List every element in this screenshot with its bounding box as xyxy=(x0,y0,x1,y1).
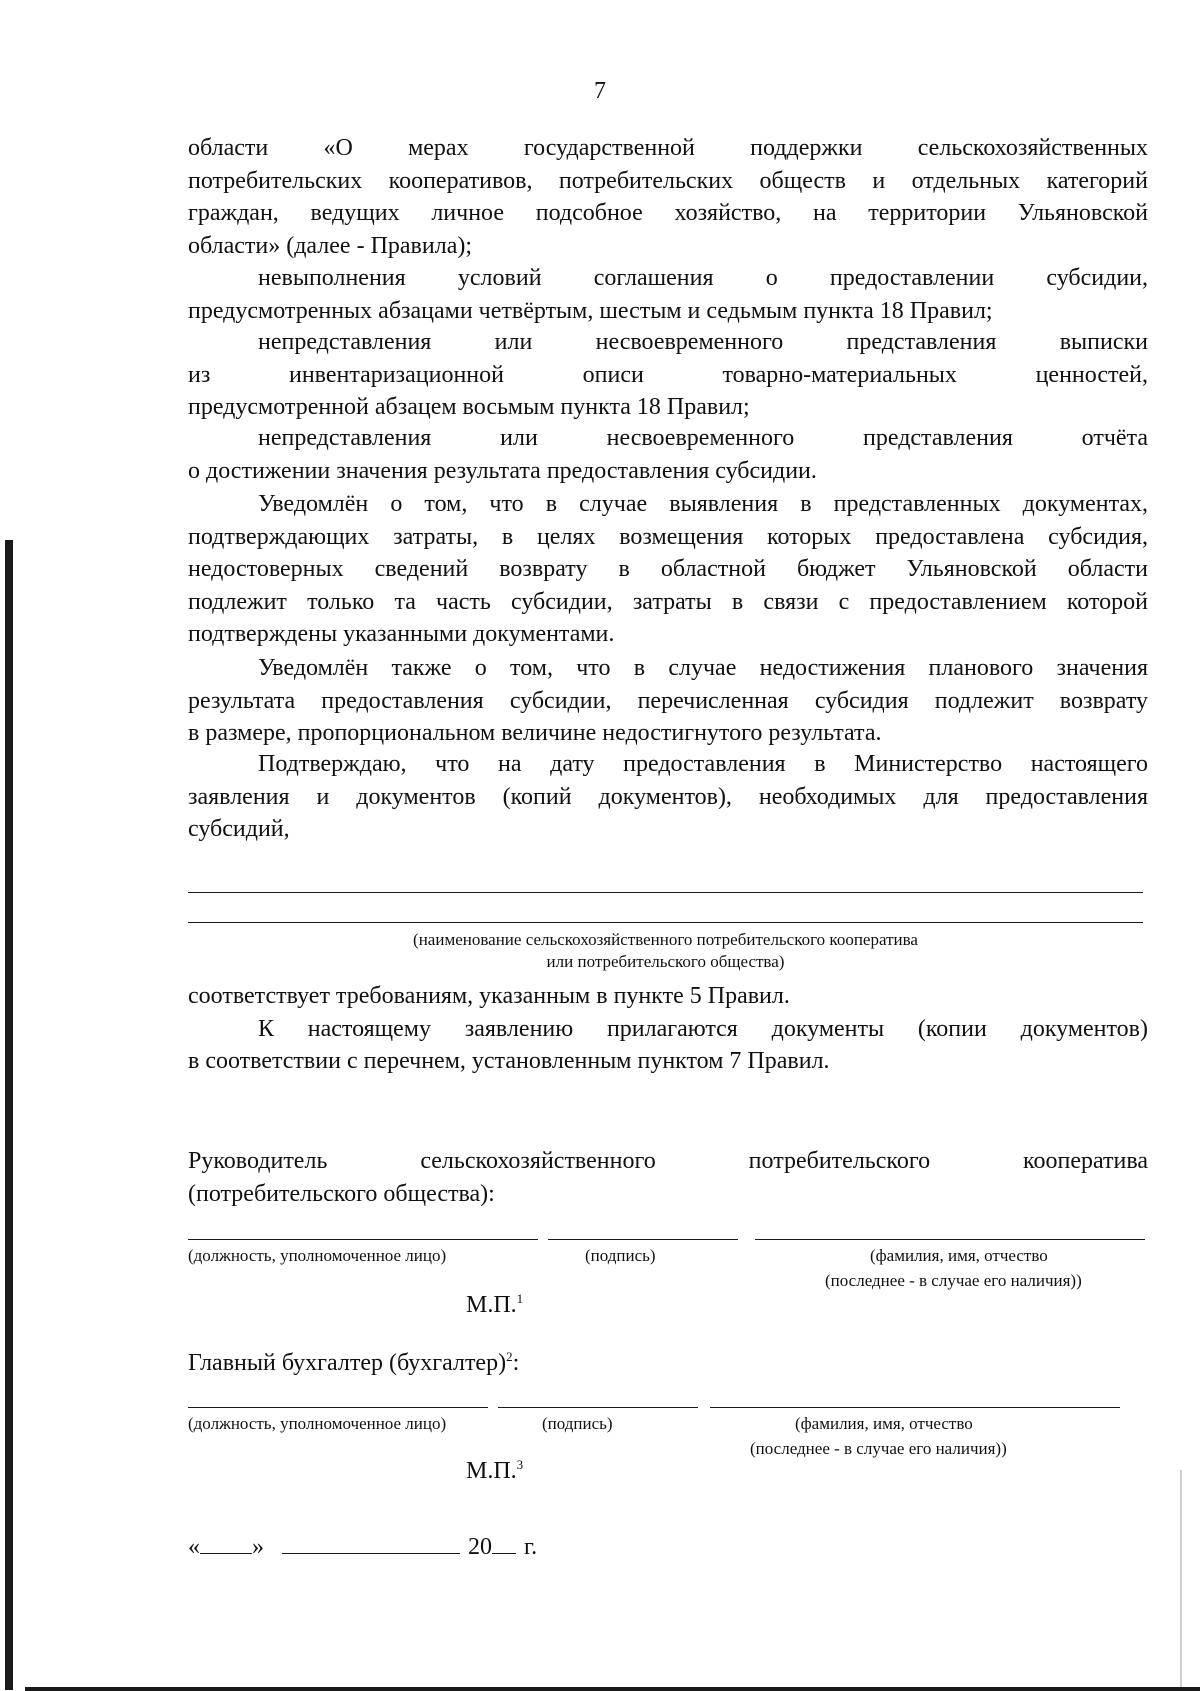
text-line: К настоящему заявлению прилагаются документы (копии документов) xyxy=(258,1015,1148,1042)
scan-bottom-bar xyxy=(25,1687,1200,1691)
org-name-fill-line-1[interactable] xyxy=(188,892,1143,893)
text-line: подтверждающих затраты, в целях возмещения которых предоставлена субсидия, xyxy=(188,523,1148,550)
org-name-caption xyxy=(188,929,1143,973)
text-line: невыполнения условий соглашения о предоставлении субсидии, xyxy=(258,265,1148,291)
text-line: области «О мерах государственной поддержки сельскохозяйственных xyxy=(188,135,1148,161)
accountant-position-caption: (должность, уполномоченное лицо) xyxy=(188,1414,447,1433)
head-stamp-place xyxy=(466,1292,523,1319)
text-line: Подтверждаю, что на дату предоставления в Министерство настоящего xyxy=(258,751,1148,777)
accountant-heading xyxy=(188,1350,519,1377)
text-line: недостоверных сведений возврату в областной бюджет Ульяновской области xyxy=(188,556,1148,582)
paragraph-rules-reference xyxy=(188,132,1148,262)
accountant-colon: : xyxy=(512,1350,520,1376)
text-line: непредставления или несвоевременного представления отчёта xyxy=(258,425,1148,451)
text-line: соответствует требованиям, указанным в пункте 5 Правил. xyxy=(188,983,790,1009)
text-line: Уведомлён также о том, что в случае недостижения планового значения xyxy=(258,655,1148,681)
text-line: о достижении значения результата предоставления субсидии. xyxy=(188,457,817,484)
accountant-name-caption-line2: (последнее - в случае его наличия)) xyxy=(750,1439,1007,1458)
date-open-quote: « xyxy=(188,1534,200,1560)
accountant-name-field[interactable] xyxy=(710,1407,1120,1408)
paragraph-inventory-extract xyxy=(188,326,1148,424)
head-position-field[interactable] xyxy=(188,1239,538,1240)
head-name-caption-line1: (фамилия, имя, отчество xyxy=(870,1246,1048,1265)
head-position-caption: (должность, уполномоченное лицо) xyxy=(188,1246,447,1265)
paragraph-notified-shortfall xyxy=(188,652,1148,750)
text-line: Руководитель сельскохозяйственного потребительского кооператива xyxy=(188,1148,1148,1174)
text-line: области» (далее - Правила); xyxy=(188,232,473,259)
text-line: Уведомлён о том, что в случае выявления в представленных документах, xyxy=(258,491,1148,517)
text-line: граждан, ведущих личное подсобное хозяйство, на территории Ульяновской xyxy=(188,200,1148,226)
head-signature-caption: (подпись) xyxy=(585,1246,656,1265)
date-month-field[interactable] xyxy=(282,1531,460,1554)
text-line: субсидий, xyxy=(188,816,290,842)
date-day-field[interactable] xyxy=(200,1531,252,1554)
paragraph-agreement-failure xyxy=(188,262,1148,327)
text-line: результата предоставления субсидии, перечисленная субсидия подлежит возврату xyxy=(188,687,1148,714)
date-line xyxy=(188,1531,537,1561)
page-number: 7 xyxy=(594,78,606,104)
accountant-name-caption-line1: (фамилия, имя, отчество xyxy=(795,1414,973,1433)
text-line: потребительских кооперативов, потребительских обществ и отдельных категорий xyxy=(188,167,1148,194)
head-signature-field[interactable] xyxy=(548,1239,738,1240)
date-century: 20 xyxy=(468,1534,492,1560)
scan-edge-mark xyxy=(1180,1470,1182,1690)
paragraph-notified-unreliable xyxy=(188,488,1148,651)
head-name-field[interactable] xyxy=(755,1239,1145,1240)
stamp-label: М.П. xyxy=(466,1292,517,1318)
date-close-quote: » xyxy=(252,1534,264,1560)
footnote-mark: 1 xyxy=(516,1291,524,1306)
paragraph-confirmation xyxy=(188,748,1148,846)
caption-line: (наименование сельскохозяйственного потребительского кооператива xyxy=(413,930,918,949)
paragraph-compliance xyxy=(188,980,1148,1078)
date-year-field[interactable] xyxy=(492,1531,516,1554)
footnote-mark: 3 xyxy=(516,1457,524,1472)
date-year-suffix: г. xyxy=(524,1534,538,1560)
accountant-position-field[interactable] xyxy=(188,1407,488,1408)
paragraph-report xyxy=(188,422,1148,487)
accountant-signature-field[interactable] xyxy=(498,1407,698,1408)
text-line: в размере, пропорциональном величине недостигнутого результата. xyxy=(188,720,882,746)
head-signature-heading xyxy=(188,1145,1148,1210)
text-line: заявления и документов (копий документов), необходимых для предоставления xyxy=(188,783,1148,810)
caption-line: или потребительского общества) xyxy=(546,952,785,971)
text-line: подлежит только та часть субсидии, затраты в связи с предоставлением которой xyxy=(188,588,1148,615)
head-name-caption-line2: (последнее - в случае его наличия)) xyxy=(825,1271,1082,1290)
text-line: непредставления или несвоевременного представления выписки xyxy=(258,329,1148,355)
footnote-mark: 2 xyxy=(506,1349,513,1364)
text-line: из инвентаризационной описи товарно-материальных ценностей, xyxy=(188,361,1148,388)
accountant-stamp-place xyxy=(466,1458,523,1485)
text-line: подтверждены указанными документами. xyxy=(188,621,615,647)
scan-margin-bar xyxy=(5,540,13,1690)
text-line: (потребительского общества): xyxy=(188,1180,495,1207)
text-line: предусмотренной абзацем восьмым пункта 18 Правил; xyxy=(188,394,750,420)
accountant-signature-caption: (подпись) xyxy=(542,1414,613,1433)
text-line: в соответствии с перечнем, установленным пунктом 7 Правил. xyxy=(188,1048,830,1074)
org-name-fill-line-2[interactable] xyxy=(188,922,1143,923)
text-line: предусмотренных абзацами четвёртым, шестым и седьмым пункта 18 Правил; xyxy=(188,297,993,324)
accountant-title: Главный бухгалтер (бухгалтер) xyxy=(188,1350,507,1376)
stamp-label: М.П. xyxy=(466,1458,517,1484)
